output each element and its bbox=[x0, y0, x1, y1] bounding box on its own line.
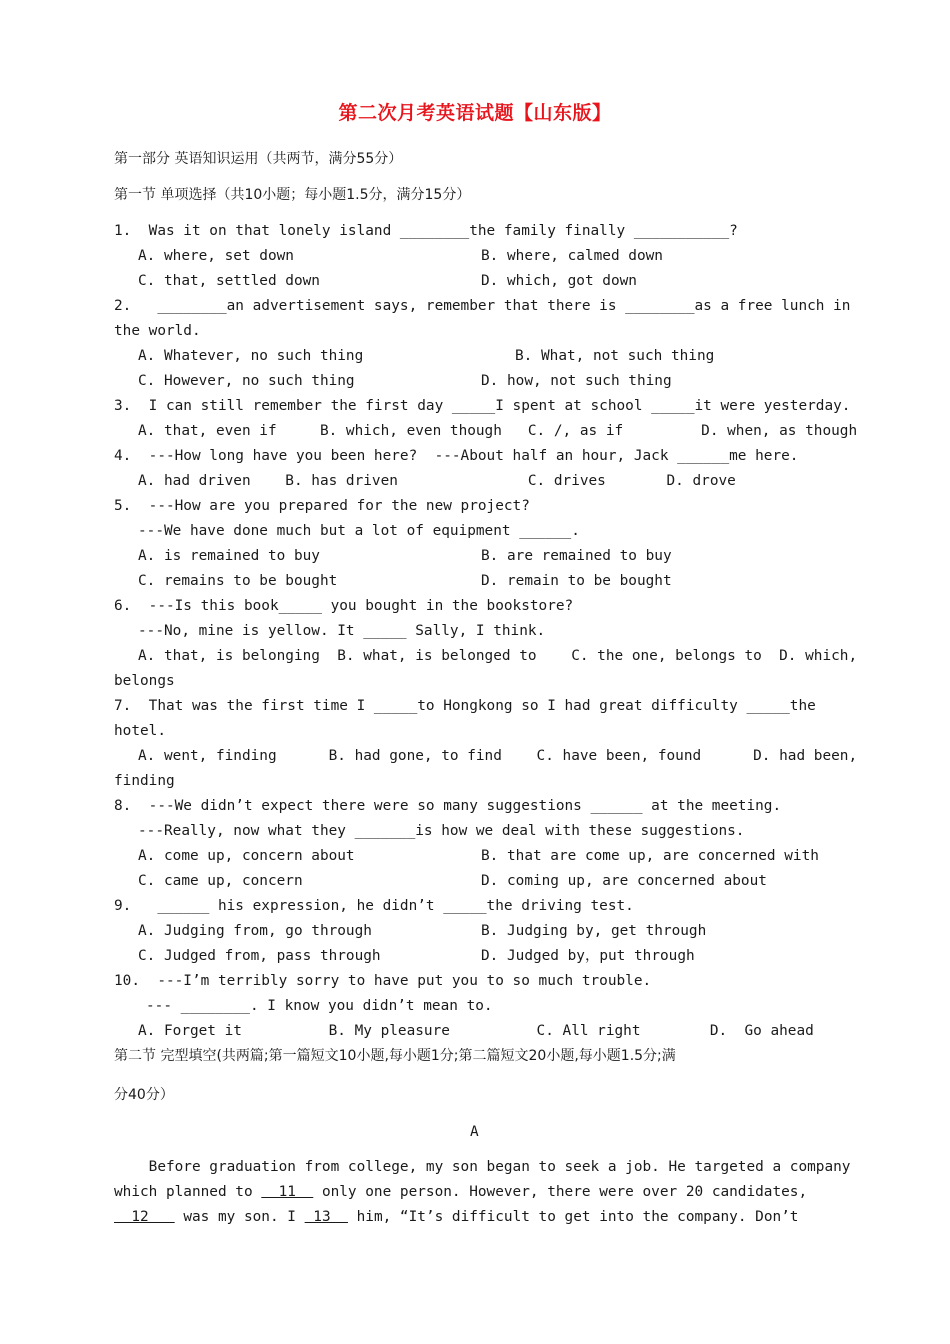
question-5-option-c: C. remains to be bought bbox=[138, 573, 338, 589]
question-7-options-cont: finding bbox=[114, 773, 175, 789]
blank-11: 11 bbox=[261, 1184, 314, 1200]
question-1-option-d: D. which, got down bbox=[481, 273, 637, 289]
question-10-stem-cont: --- ________. I know you didn’t mean to. bbox=[146, 998, 493, 1014]
question-9-option-d: D. Judged by，put through bbox=[481, 948, 695, 964]
question-6-options: A. that, is belonging B. what, is belonged to C. the one, belongs to D. which, bbox=[138, 648, 858, 664]
passage-line-3 bbox=[114, 1207, 798, 1227]
passage-line-2 bbox=[114, 1182, 807, 1202]
blank-13: 13 bbox=[304, 1209, 348, 1225]
passage-text: only one person. However, there were over 20 candidates, bbox=[313, 1184, 808, 1200]
question-7-stem-cont: hotel. bbox=[114, 723, 166, 739]
question-7-stem: 7. That was the first time I _____to Hongkong so I had great difficulty _____the bbox=[114, 698, 816, 714]
question-4-stem: 4. ---How long have you been here? ---About half an hour, Jack ______me here. bbox=[114, 448, 799, 464]
question-8-option-d: D. coming up, are concerned about bbox=[481, 873, 767, 889]
passage-line-1: Before graduation from college, my son began to seek a job. He targeted a company bbox=[114, 1159, 851, 1175]
question-6-stem: 6. ---Is this book_____ you bought in the bookstore? bbox=[114, 598, 574, 614]
question-8-stem-cont: ---Really, now what they _______is how we deal with these suggestions. bbox=[138, 823, 745, 839]
part1-heading: 第一部分 英语知识运用（共两节，满分55分） bbox=[114, 151, 403, 167]
passage-label: A bbox=[470, 1124, 479, 1140]
question-8-option-a: A. come up, concern about bbox=[138, 848, 355, 864]
question-10-options: A. Forget it B. My pleasure C. All right D. Go ahead bbox=[138, 1023, 814, 1039]
blank-12: 12 bbox=[114, 1209, 175, 1225]
question-5-option-d: D. remain to be bought bbox=[481, 573, 672, 589]
question-5-stem: 5. ---How are you prepared for the new project? bbox=[114, 498, 530, 514]
question-9-option-c: C. Judged from, pass through bbox=[138, 948, 381, 964]
question-5-option-b: B. are remained to buy bbox=[481, 548, 672, 564]
question-8-option-c: C. came up, concern bbox=[138, 873, 303, 889]
question-2-stem-cont: the world. bbox=[114, 323, 201, 339]
section1-heading: 第一节 单项选择（共10小题；每小题1.5分，满分15分） bbox=[114, 187, 471, 203]
section2-heading-cont: 分40分） bbox=[114, 1087, 174, 1103]
question-1-stem: 1. Was it on that lonely island ________the family finally ___________? bbox=[114, 223, 738, 239]
question-8-option-b: B. that are come up, are concerned with bbox=[481, 848, 819, 864]
question-2-option-d: D. how, not such thing bbox=[481, 373, 672, 389]
question-4-options: A. had driven B. has driven C. drives D. drove bbox=[138, 473, 736, 489]
question-5-stem-cont: ---We have done much but a lot of equipment ______. bbox=[138, 523, 580, 539]
question-3-options: A. that, even if B. which, even though C. /, as if D. when, as though bbox=[138, 423, 858, 439]
question-1-option-c: C. that, settled down bbox=[138, 273, 320, 289]
question-5-option-a: A. is remained to buy bbox=[138, 548, 320, 564]
section2-heading: 第二节 完型填空(共两篇;第一篇短文10小题,每小题1分;第二篇短文20小题,每小题1.5分;满 bbox=[114, 1048, 676, 1064]
question-2-option-c: C. However, no such thing bbox=[138, 373, 355, 389]
question-1-option-b: B. where, calmed down bbox=[481, 248, 663, 264]
question-1-option-a: A. where, set down bbox=[138, 248, 294, 264]
passage-text: him, “It’s difficult to get into the company. Don’t bbox=[347, 1209, 799, 1225]
question-6-stem-cont: ---No, mine is yellow. It _____ Sally, I think. bbox=[138, 623, 546, 639]
question-6-options-cont: belongs bbox=[114, 673, 175, 689]
question-2-option-a: A. Whatever, no such thing bbox=[138, 348, 364, 364]
question-7-options: A. went, finding B. had gone, to find C. have been, found D. had been, bbox=[138, 748, 858, 764]
question-9-stem: 9. ______ his expression, he didn’t _____the driving test. bbox=[114, 898, 634, 914]
question-10-stem: 10. ---I’m terribly sorry to have put you to so much trouble. bbox=[114, 973, 652, 989]
question-8-stem: 8. ---We didn’t expect there were so many suggestions ______ at the meeting. bbox=[114, 798, 782, 814]
question-3-stem: 3. I can still remember the first day _____I spent at school _____it were yesterday. bbox=[114, 398, 851, 414]
passage-text: was my son. I bbox=[174, 1209, 305, 1225]
question-2-stem: 2. ________an advertisement says, remember that there is ________as a free lunch in bbox=[114, 298, 851, 314]
question-9-option-b: B. Judging by, get through bbox=[481, 923, 707, 939]
question-9-option-a: A. Judging from, go through bbox=[138, 923, 372, 939]
question-2-option-b: B. What, not such thing bbox=[515, 348, 715, 364]
passage-text: which planned to bbox=[114, 1184, 262, 1200]
page-title: 第二次月考英语试题【山东版】 bbox=[338, 102, 612, 124]
